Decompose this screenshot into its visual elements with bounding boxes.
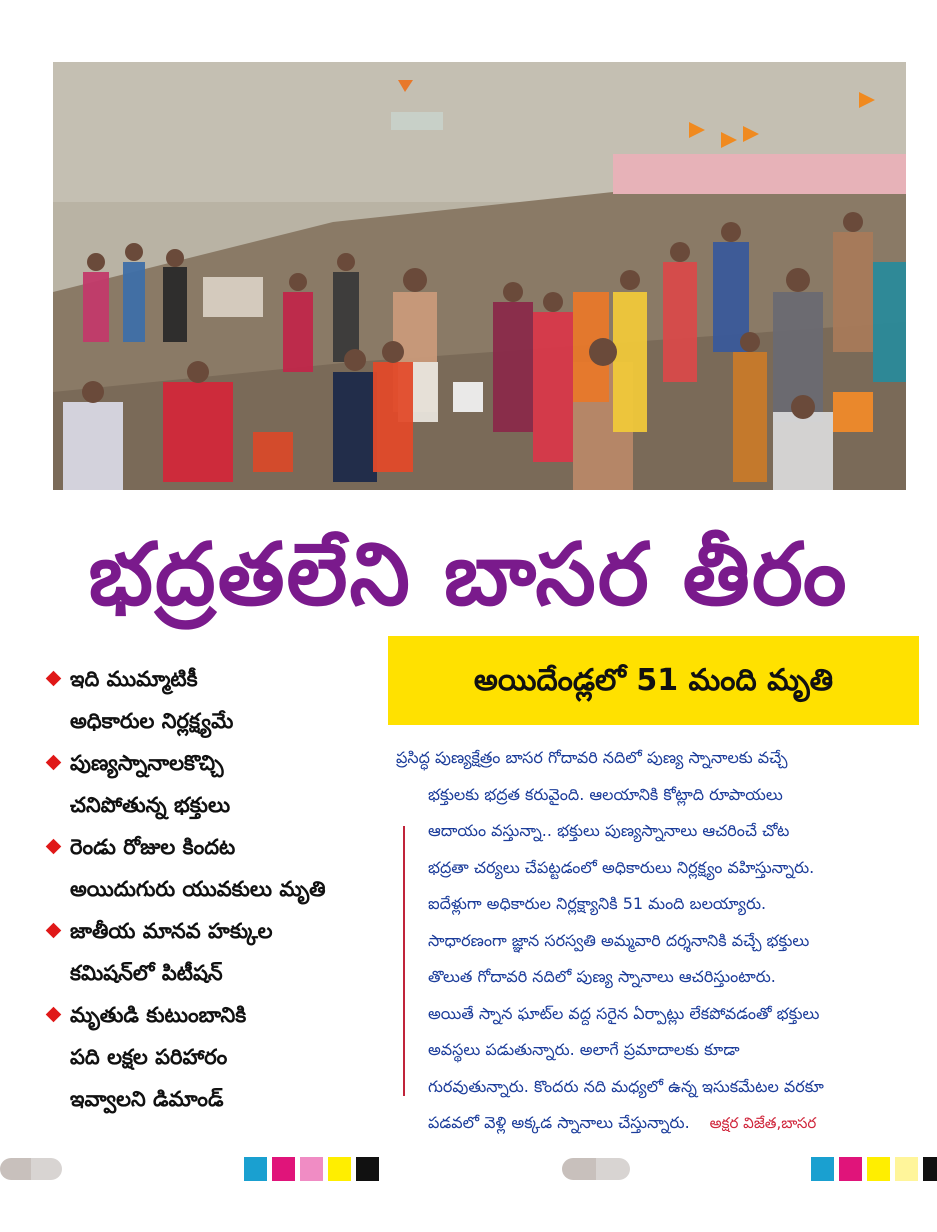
color-swatch-black bbox=[356, 1157, 379, 1181]
body-line: ఐదేళ్లుగా అధికారుల నిర్లక్ష్యానికి 51 మంది బలయ్యారు. bbox=[428, 894, 767, 913]
body-line: సాధారణంగా జ్ఞాన సరస్వతి అమ్మవారి దర్శనానికి వచ్చే భక్తులు bbox=[428, 930, 810, 950]
diamond-bullet-icon bbox=[46, 923, 62, 939]
body-line: అయితే స్నాన ఘాట్‌ల వద్ద సరైన ఏర్పాట్లు లేకపోవడంతో భక్తులు bbox=[428, 1003, 820, 1023]
bullet-line: చనిపోతున్న భక్తులు bbox=[70, 793, 231, 817]
bullet-item bbox=[44, 910, 384, 994]
bullet-line: అయిదుగురు యువకులు మృతి bbox=[70, 877, 326, 901]
bullet-line: రెండు రోజుల కిందట bbox=[70, 835, 236, 859]
bullet-line: ఇది ముమ్మాటికీ bbox=[70, 667, 198, 691]
registration-mark-center bbox=[562, 1158, 630, 1180]
subheadline-box: అయిదేండ్లలో 51 మంది మృతి bbox=[388, 636, 919, 725]
body-line: తొలుత గోదావరి నదిలో పుణ్య స్నానాలు ఆచరిస్తుంటారు. bbox=[428, 967, 776, 986]
color-swatch-black bbox=[923, 1157, 937, 1181]
article-body bbox=[396, 740, 916, 1142]
color-swatch-cyan bbox=[244, 1157, 267, 1181]
bullet-line: పుణ్యస్నానాలకొచ్చి bbox=[70, 751, 224, 775]
ghat-scene-illustration bbox=[53, 62, 906, 490]
color-swatch-magenta bbox=[839, 1157, 862, 1181]
diamond-bullet-icon bbox=[46, 839, 62, 855]
byline: అక్షర విజేత,బాసర bbox=[709, 1114, 817, 1132]
diamond-bullet-icon bbox=[46, 755, 62, 771]
news-photo bbox=[53, 62, 906, 490]
bullet-item bbox=[44, 994, 384, 1120]
bullet-line: అధికారుల నిర్లక్ష్యమే bbox=[70, 709, 234, 733]
body-line: గురవుతున్నారు. కొందరు నది మధ్యలో ఉన్న ఇసుకమేటల వరకూ bbox=[428, 1076, 824, 1096]
registration-mark-left bbox=[0, 1158, 62, 1180]
color-swatch-pink bbox=[300, 1157, 323, 1181]
pink-canopy bbox=[613, 154, 906, 194]
color-swatch-light-yellow bbox=[895, 1157, 918, 1181]
bullet-item bbox=[44, 826, 384, 910]
bullet-line: కమిషన్‌లో పిటీషన్ bbox=[70, 961, 223, 985]
bullet-line: పది లక్షల పరిహారం bbox=[70, 1045, 228, 1069]
bullet-line: జాతీయ మానవ హక్కుల bbox=[70, 919, 273, 943]
body-line: భక్తులకు భద్రత కరువైంది. ఆలయానికి కోట్లాది రూపాయలు bbox=[428, 784, 783, 804]
color-swatch-magenta bbox=[272, 1157, 295, 1181]
bullet-item bbox=[44, 658, 384, 742]
body-line: ఆదాయం వస్తున్నా.. భక్తులు పుణ్యస్నానాలు ఆచరించే చోట bbox=[428, 821, 790, 840]
body-line-with-byline bbox=[396, 1105, 916, 1142]
body-line: అవస్థలు పడుతున్నారు. అలాగే ప్రమాదాలకు కూడా bbox=[428, 1040, 740, 1059]
body-line: భద్రతా చర్యలు చేపట్టడంలో అధికారులు నిర్లక్ష్యం వహిస్తున్నారు. bbox=[428, 857, 815, 877]
color-swatch-yellow bbox=[867, 1157, 890, 1181]
color-swatch-yellow bbox=[328, 1157, 351, 1181]
diamond-bullet-icon bbox=[46, 671, 62, 687]
bullet-item bbox=[44, 742, 384, 826]
bullet-line: ఇవ్వాలని డిమాండ్ bbox=[70, 1087, 224, 1111]
diamond-bullet-icon bbox=[46, 1007, 62, 1023]
headline: భద్రతలేని బాసర తీరం bbox=[88, 525, 849, 625]
boat bbox=[391, 112, 443, 130]
body-line-text: పడవలో వెళ్లి అక్కడ స్నానాలు చేస్తున్నారు. bbox=[428, 1113, 690, 1132]
bullet-line: మృతుడి కుటుంబానికి bbox=[70, 1003, 247, 1027]
color-swatch-cyan bbox=[811, 1157, 834, 1181]
bullet-list bbox=[44, 658, 384, 1120]
body-line: ప్రసిద్ధ పుణ్యక్షేత్రం బాసర గోదావరి నదిలో పుణ్య స్నానాలకు వచ్చే bbox=[396, 748, 788, 767]
